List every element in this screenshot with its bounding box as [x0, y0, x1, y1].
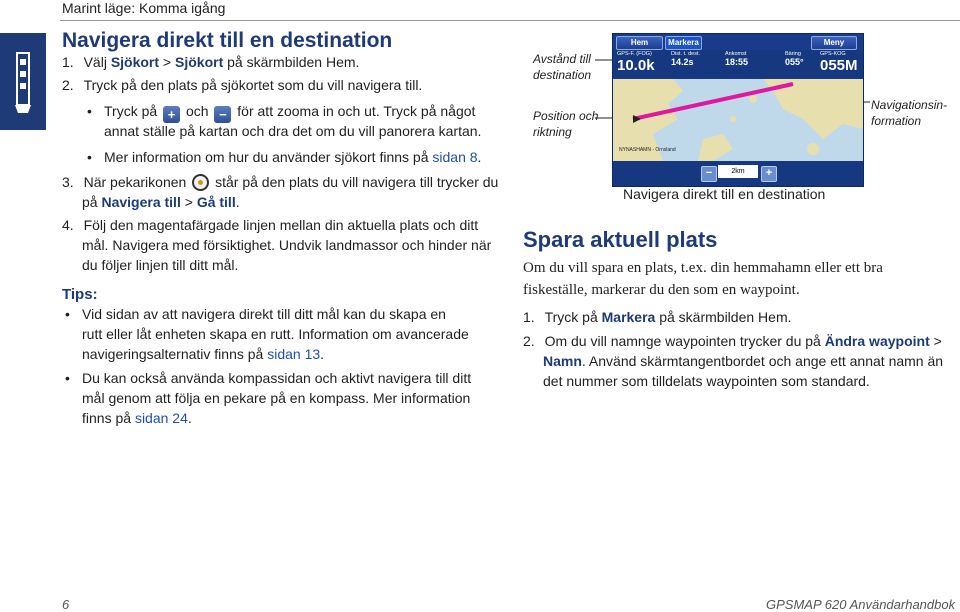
menu-ref-sjokort-2: Sjökort	[175, 54, 224, 70]
step-4-line3: du följer linjen till ditt mål.	[82, 257, 239, 273]
field-value: 055M	[820, 57, 858, 74]
menu-ref-namn: Namn	[543, 353, 582, 369]
save-step-2-line2	[543, 351, 943, 371]
callout-line: Position och	[533, 109, 599, 123]
field-value: 18:55	[725, 57, 749, 67]
minus-icon[interactable]: −	[701, 166, 717, 182]
save-step-2-line3: det nummer som tilldelats waypointen som standard.	[543, 373, 870, 389]
mark-button[interactable]: Markera	[665, 36, 702, 50]
bullet-text: Mer information om hur du använder sjökort finns på	[104, 149, 433, 165]
section-intro: Om du vill spara en plats, t.ex. din hemmahamn eller ett bra fiskeställe, markerar du den som en waypoint.	[523, 260, 883, 298]
tip-2-line2: mål genom att följa en pekare på en kompass. Mer information	[82, 390, 471, 406]
bearing-field	[785, 51, 804, 67]
map-scale: 2km	[718, 165, 758, 178]
menu-ref-ga-till: Gå till	[196, 194, 236, 210]
step-number: 1.	[523, 309, 535, 325]
field-label: GPS-F. (FOG)	[617, 51, 652, 57]
manual-title: GPSMAP 620 Användarhandbok	[766, 597, 956, 612]
menu-ref-sjokort: Sjökort	[110, 54, 160, 70]
separator: >	[159, 54, 176, 70]
callout-line: formation	[871, 114, 922, 128]
step-3-line2	[82, 192, 240, 212]
section-heading-save: Spara aktuell plats	[523, 227, 718, 252]
page-number: 6	[62, 597, 70, 612]
bullet-text-mid: och	[185, 103, 209, 119]
step-text: Välj	[83, 54, 111, 70]
step-text: Tryck på	[544, 309, 602, 325]
speed-field	[617, 51, 655, 75]
menu-ref-andra-waypoint: Ändra waypoint	[824, 333, 930, 349]
field-value: 055°	[785, 57, 804, 67]
screenshot-caption: Navigera direkt till en destination	[623, 186, 826, 202]
island	[730, 116, 736, 122]
menu-ref-markera: Markera	[601, 309, 656, 325]
chart-map[interactable]	[613, 79, 863, 161]
home-button[interactable]: Hem	[616, 36, 663, 50]
step-text: . Använd skärmtangentbordet och ange ett annat namn än	[581, 353, 944, 369]
step-text-end: på skärmbilden Hem.	[223, 54, 360, 70]
boat-icon	[12, 47, 34, 117]
page-link-24[interactable]: sidan 24	[134, 410, 188, 426]
tip-1-line2: rutt eller låt enheten skapa en rutt. Information om avancerade	[82, 326, 469, 342]
bullet-text-end: .	[477, 149, 482, 165]
tip-1: • Vid sidan av att navigera direkt till ditt mål kan du skapa en	[82, 304, 446, 324]
field-label: Dist. t. dest.	[671, 51, 701, 57]
step-text-post: står på den plats du vill navigera till trycker du	[215, 174, 499, 190]
menu-button[interactable]: Meny	[811, 36, 857, 50]
land-area	[698, 134, 733, 161]
field-label: Bäring	[785, 51, 801, 57]
step-4-line2: mål. Navigera med försiktighet. Undvik landmassor och hinder när	[82, 237, 492, 253]
map-toolbar	[613, 161, 863, 186]
menu-ref-navigera-till: Navigera till	[101, 194, 181, 210]
step-text: Tryck på den plats på sjökortet som du vill navigera till.	[83, 77, 423, 93]
plus-icon: +	[163, 106, 180, 123]
running-header: Marint läge: Komma igång	[62, 0, 226, 16]
step-text: på	[82, 194, 102, 210]
step-number: 2.	[62, 77, 74, 93]
step-number: 2.	[523, 333, 535, 349]
callout-line: riktning	[533, 125, 572, 139]
tip-2: • Du kan också använda kompassidan och aktivt navigera till ditt	[82, 368, 471, 388]
course-field	[820, 51, 858, 75]
callout-position	[533, 108, 598, 140]
tip-1-line3	[82, 344, 324, 364]
tip-text: finns på	[82, 410, 135, 426]
map-place-label: NYNASHAMN - Ornsland	[619, 147, 676, 153]
island	[807, 143, 819, 155]
tip-2-line3	[82, 408, 192, 428]
minus-icon: −	[214, 106, 231, 123]
bullet-text-post: för att zooma in och ut. Tryck på något	[237, 103, 476, 119]
step-number: 1.	[62, 54, 74, 70]
map-graphic	[613, 79, 863, 161]
save-step-2	[523, 331, 942, 351]
step-number: 3.	[62, 174, 74, 190]
bullet-zoom	[104, 101, 475, 123]
bullet-zoom-line2: annat ställe på kartan och dra det om du vill panorera kartan.	[104, 123, 482, 139]
field-value: 10.0k	[617, 57, 655, 74]
field-value: 14.2s	[671, 57, 694, 67]
field-label: GPS-KOG	[820, 51, 846, 57]
plus-icon[interactable]: +	[761, 166, 777, 182]
tip-text-end: .	[320, 346, 325, 362]
save-step-1	[523, 307, 792, 327]
section-side-tab	[0, 33, 46, 130]
pointer-icon	[192, 174, 209, 191]
field-label: Ankomst	[725, 51, 747, 57]
tip-text: navigeringsalternativ finns på	[82, 346, 268, 362]
step-1	[62, 52, 359, 72]
step-2	[62, 75, 422, 95]
step-text: När pekarikonen	[83, 174, 187, 190]
bullet-text: Tryck på	[104, 103, 158, 119]
step-text: Följ den magentafärgade linjen mellan din aktuella plats och ditt	[83, 217, 479, 233]
page-title: Navigera direkt till en destination	[62, 29, 393, 52]
separator: >	[180, 194, 197, 210]
distance-field	[671, 51, 700, 67]
separator: >	[929, 333, 942, 349]
step-3	[62, 172, 498, 192]
step-number: 4.	[62, 217, 74, 233]
callout-line: Avstånd till	[533, 52, 591, 66]
step-text: Om du vill namnge waypointen trycker du på	[544, 333, 825, 349]
callout-distance	[533, 51, 591, 83]
page-link-13[interactable]: sidan 13	[267, 346, 321, 362]
callout-line: Navigationsin-	[871, 98, 948, 112]
step-4	[62, 215, 478, 235]
header-divider	[60, 20, 960, 21]
tips-heading: Tips:	[62, 286, 98, 303]
step-text-end: .	[235, 194, 240, 210]
arrival-field	[725, 51, 748, 67]
step-text-end: på skärmbilden Hem.	[655, 309, 792, 325]
island	[749, 95, 757, 103]
navigation-data-bar	[613, 50, 863, 78]
bullet-more-info	[104, 147, 481, 167]
callout-line: destination	[533, 68, 592, 82]
tip-text-end: .	[187, 410, 192, 426]
chartplotter-screenshot	[612, 33, 864, 187]
page-link-8[interactable]: sidan 8	[432, 149, 478, 165]
